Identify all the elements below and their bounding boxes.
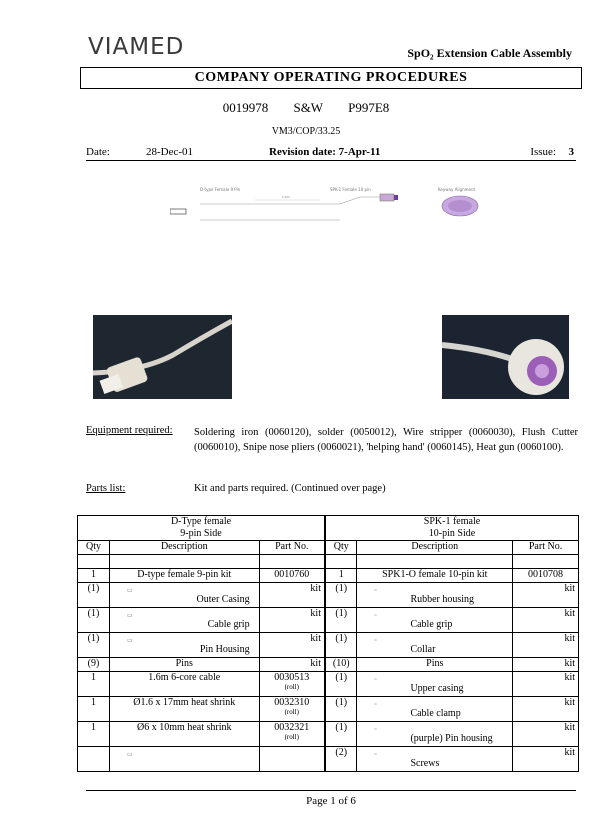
right-part-no: kit [513, 608, 579, 633]
part-thumbnail-icon: ▭ [126, 638, 133, 644]
issue-value: 3 [568, 146, 574, 158]
left-qty: 1 [78, 722, 110, 747]
right-description [357, 747, 513, 772]
table-row [78, 569, 579, 583]
table-row [78, 697, 579, 722]
d-type-connector-photo [93, 315, 232, 399]
part-thumbnail-icon: ▫ [374, 588, 377, 594]
right-part-no: kit [513, 583, 579, 608]
diagram-left-label: D-type Female 9 Pin [200, 187, 241, 192]
diagram-right-label: SPK-1 Female 10 pin [330, 187, 371, 192]
right-section-title [325, 516, 579, 541]
left-part-no-text: 0032321 [274, 722, 310, 733]
left-qty: (1) [78, 608, 110, 633]
right-part-no: kit [513, 697, 579, 722]
table-row [78, 633, 579, 658]
right-description-text: Collar [410, 644, 436, 655]
left-part-no-text: 0032310 [274, 697, 310, 708]
left-description [109, 747, 259, 772]
part-thumbnail-icon: ▫ [374, 702, 377, 708]
equipment-label: Equipment required: [86, 425, 173, 436]
right-description-text: Upper casing [410, 683, 464, 694]
left-qty: (1) [78, 633, 110, 658]
left-description: Ø6 x 10mm heat shrink [109, 722, 259, 747]
left-qty: (1) [78, 583, 110, 608]
right-description-text: (purple) Pin housing [410, 733, 493, 744]
company-logo: VIAMED [88, 34, 185, 60]
parts-list-label: Parts list: [86, 483, 126, 494]
left-description: Ø1.6 x 17mm heat shrink [109, 697, 259, 722]
left-qty: 1 [78, 672, 110, 697]
left-description [109, 633, 259, 658]
col-qty-header: Qty [78, 541, 110, 555]
part-thumbnail-icon: ▫ [374, 727, 377, 733]
right-description [357, 697, 513, 722]
document-codes [0, 100, 612, 116]
left-qty: 1 [78, 697, 110, 722]
table-row [78, 583, 579, 608]
part-thumbnail-icon: ▫ [374, 613, 377, 619]
right-qty: (1) [325, 722, 357, 747]
diagram-alignment-label: Keyway Alignment [438, 187, 476, 192]
left-part-no [259, 722, 325, 747]
part-thumbnail-icon: ▫ [374, 752, 377, 758]
left-description: Pins [109, 658, 259, 672]
left-title-line1: D-Type female [170, 516, 232, 527]
right-description [357, 583, 513, 608]
code-1: 0019978 [222, 100, 269, 115]
right-description [357, 633, 513, 658]
left-part-no: kit [259, 633, 325, 658]
cable-diagram [170, 182, 510, 232]
left-part-unit: (roll) [284, 708, 299, 716]
right-qty: (1) [325, 583, 357, 608]
left-part-no [259, 672, 325, 697]
left-qty: 1 [78, 569, 110, 583]
left-section-title [78, 516, 325, 541]
right-qty: (10) [325, 658, 357, 672]
col-qty-header: Qty [325, 541, 357, 555]
date-value: 28-Dec-01 [146, 146, 194, 158]
right-part-no: kit [513, 672, 579, 697]
col-part-header: Part No. [513, 541, 579, 555]
left-description: 1.6m 6-core cable [109, 672, 259, 697]
table-title-row [78, 516, 579, 541]
col-desc-header: Description [357, 541, 513, 555]
right-description-text: Cable clamp [410, 708, 461, 719]
right-qty: (1) [325, 608, 357, 633]
table-header-row [78, 541, 579, 555]
right-part-no: kit [513, 747, 579, 772]
equipment-text: Soldering iron (0060120), solder (0050012), Wire stripper (0060030), Flush Cutter (0060010), Snipe nose pliers (0060021), 'helping hand' (0060145), Heat gun (0060100). [194, 427, 578, 453]
table-row [78, 722, 579, 747]
d-connector-shape [170, 209, 186, 214]
right-description [357, 722, 513, 747]
table-row [78, 747, 579, 772]
right-title-line1: SPK-1 female [423, 516, 481, 527]
left-part-unit: (roll) [284, 733, 299, 741]
right-qty: (1) [325, 672, 357, 697]
left-description: D-type female 9-pin kit [109, 569, 259, 583]
left-qty: (9) [78, 658, 110, 672]
parts-table [77, 515, 579, 772]
right-description-text: Cable grip [410, 619, 453, 630]
left-part-no: kit [259, 658, 325, 672]
part-thumbnail-icon: ▭ [126, 613, 133, 619]
part-thumbnail-icon: ▫ [374, 677, 377, 683]
right-description: SPK1-O female 10-pin kit [357, 569, 513, 583]
page-title: COMPANY OPERATING PROCEDURES [80, 67, 582, 89]
left-part-no [259, 747, 325, 772]
left-description-text: Pin Housing [199, 644, 250, 655]
left-title-line2: 9-pin Side [180, 528, 222, 539]
left-description-text: Outer Casing [196, 594, 250, 605]
right-qty: (1) [325, 697, 357, 722]
page-number: Page 1 of 6 [86, 790, 576, 807]
left-part-no-text: 0030513 [274, 672, 310, 683]
left-description [109, 608, 259, 633]
left-part-no: kit [259, 583, 325, 608]
right-description [357, 672, 513, 697]
right-title-line2: 10-pin Side [428, 528, 476, 539]
left-part-unit: (roll) [284, 683, 299, 691]
part-thumbnail-icon: ▭ [126, 752, 133, 758]
date-label: Date: [86, 146, 110, 158]
left-part-no [259, 697, 325, 722]
table-row [78, 672, 579, 697]
table-row [78, 608, 579, 633]
left-part-no: kit [259, 608, 325, 633]
right-description: Pins [357, 658, 513, 672]
parts-list-text: Kit and parts required. (Continued over page) [194, 483, 386, 494]
diagram-length-label: 1.6m [282, 195, 290, 199]
left-description [109, 583, 259, 608]
left-part-no: 0010760 [259, 569, 325, 583]
right-qty: 1 [325, 569, 357, 583]
code-2: S&W [293, 100, 323, 115]
spk-connector-shape [380, 194, 394, 201]
table-row [78, 658, 579, 672]
right-description-text: Screws [410, 758, 440, 769]
part-thumbnail-icon: ▫ [374, 638, 377, 644]
right-part-no: kit [513, 633, 579, 658]
right-part-no: kit [513, 722, 579, 747]
revision-date: Revision date: 7-Apr-11 [269, 146, 381, 158]
code-3: P997E8 [348, 100, 390, 115]
document-title: SpO₂ Extension Cable Assembly [407, 46, 572, 60]
right-part-no: kit [513, 658, 579, 672]
document-reference: VM3/COP/33.25 [271, 126, 341, 137]
col-desc-header: Description [109, 541, 259, 555]
spk-connector-photo [442, 315, 569, 399]
part-thumbnail-icon: ▭ [126, 588, 133, 594]
issue-label: Issue: [530, 146, 556, 158]
left-qty [78, 747, 110, 772]
col-part-header: Part No. [259, 541, 325, 555]
right-description-text: Rubber housing [410, 594, 475, 605]
right-qty: (1) [325, 633, 357, 658]
date-line [86, 146, 576, 161]
right-description [357, 608, 513, 633]
right-qty: (2) [325, 747, 357, 772]
table-spacer-row [78, 555, 579, 569]
right-part-no: 0010708 [513, 569, 579, 583]
left-description-text: Cable grip [207, 619, 250, 630]
